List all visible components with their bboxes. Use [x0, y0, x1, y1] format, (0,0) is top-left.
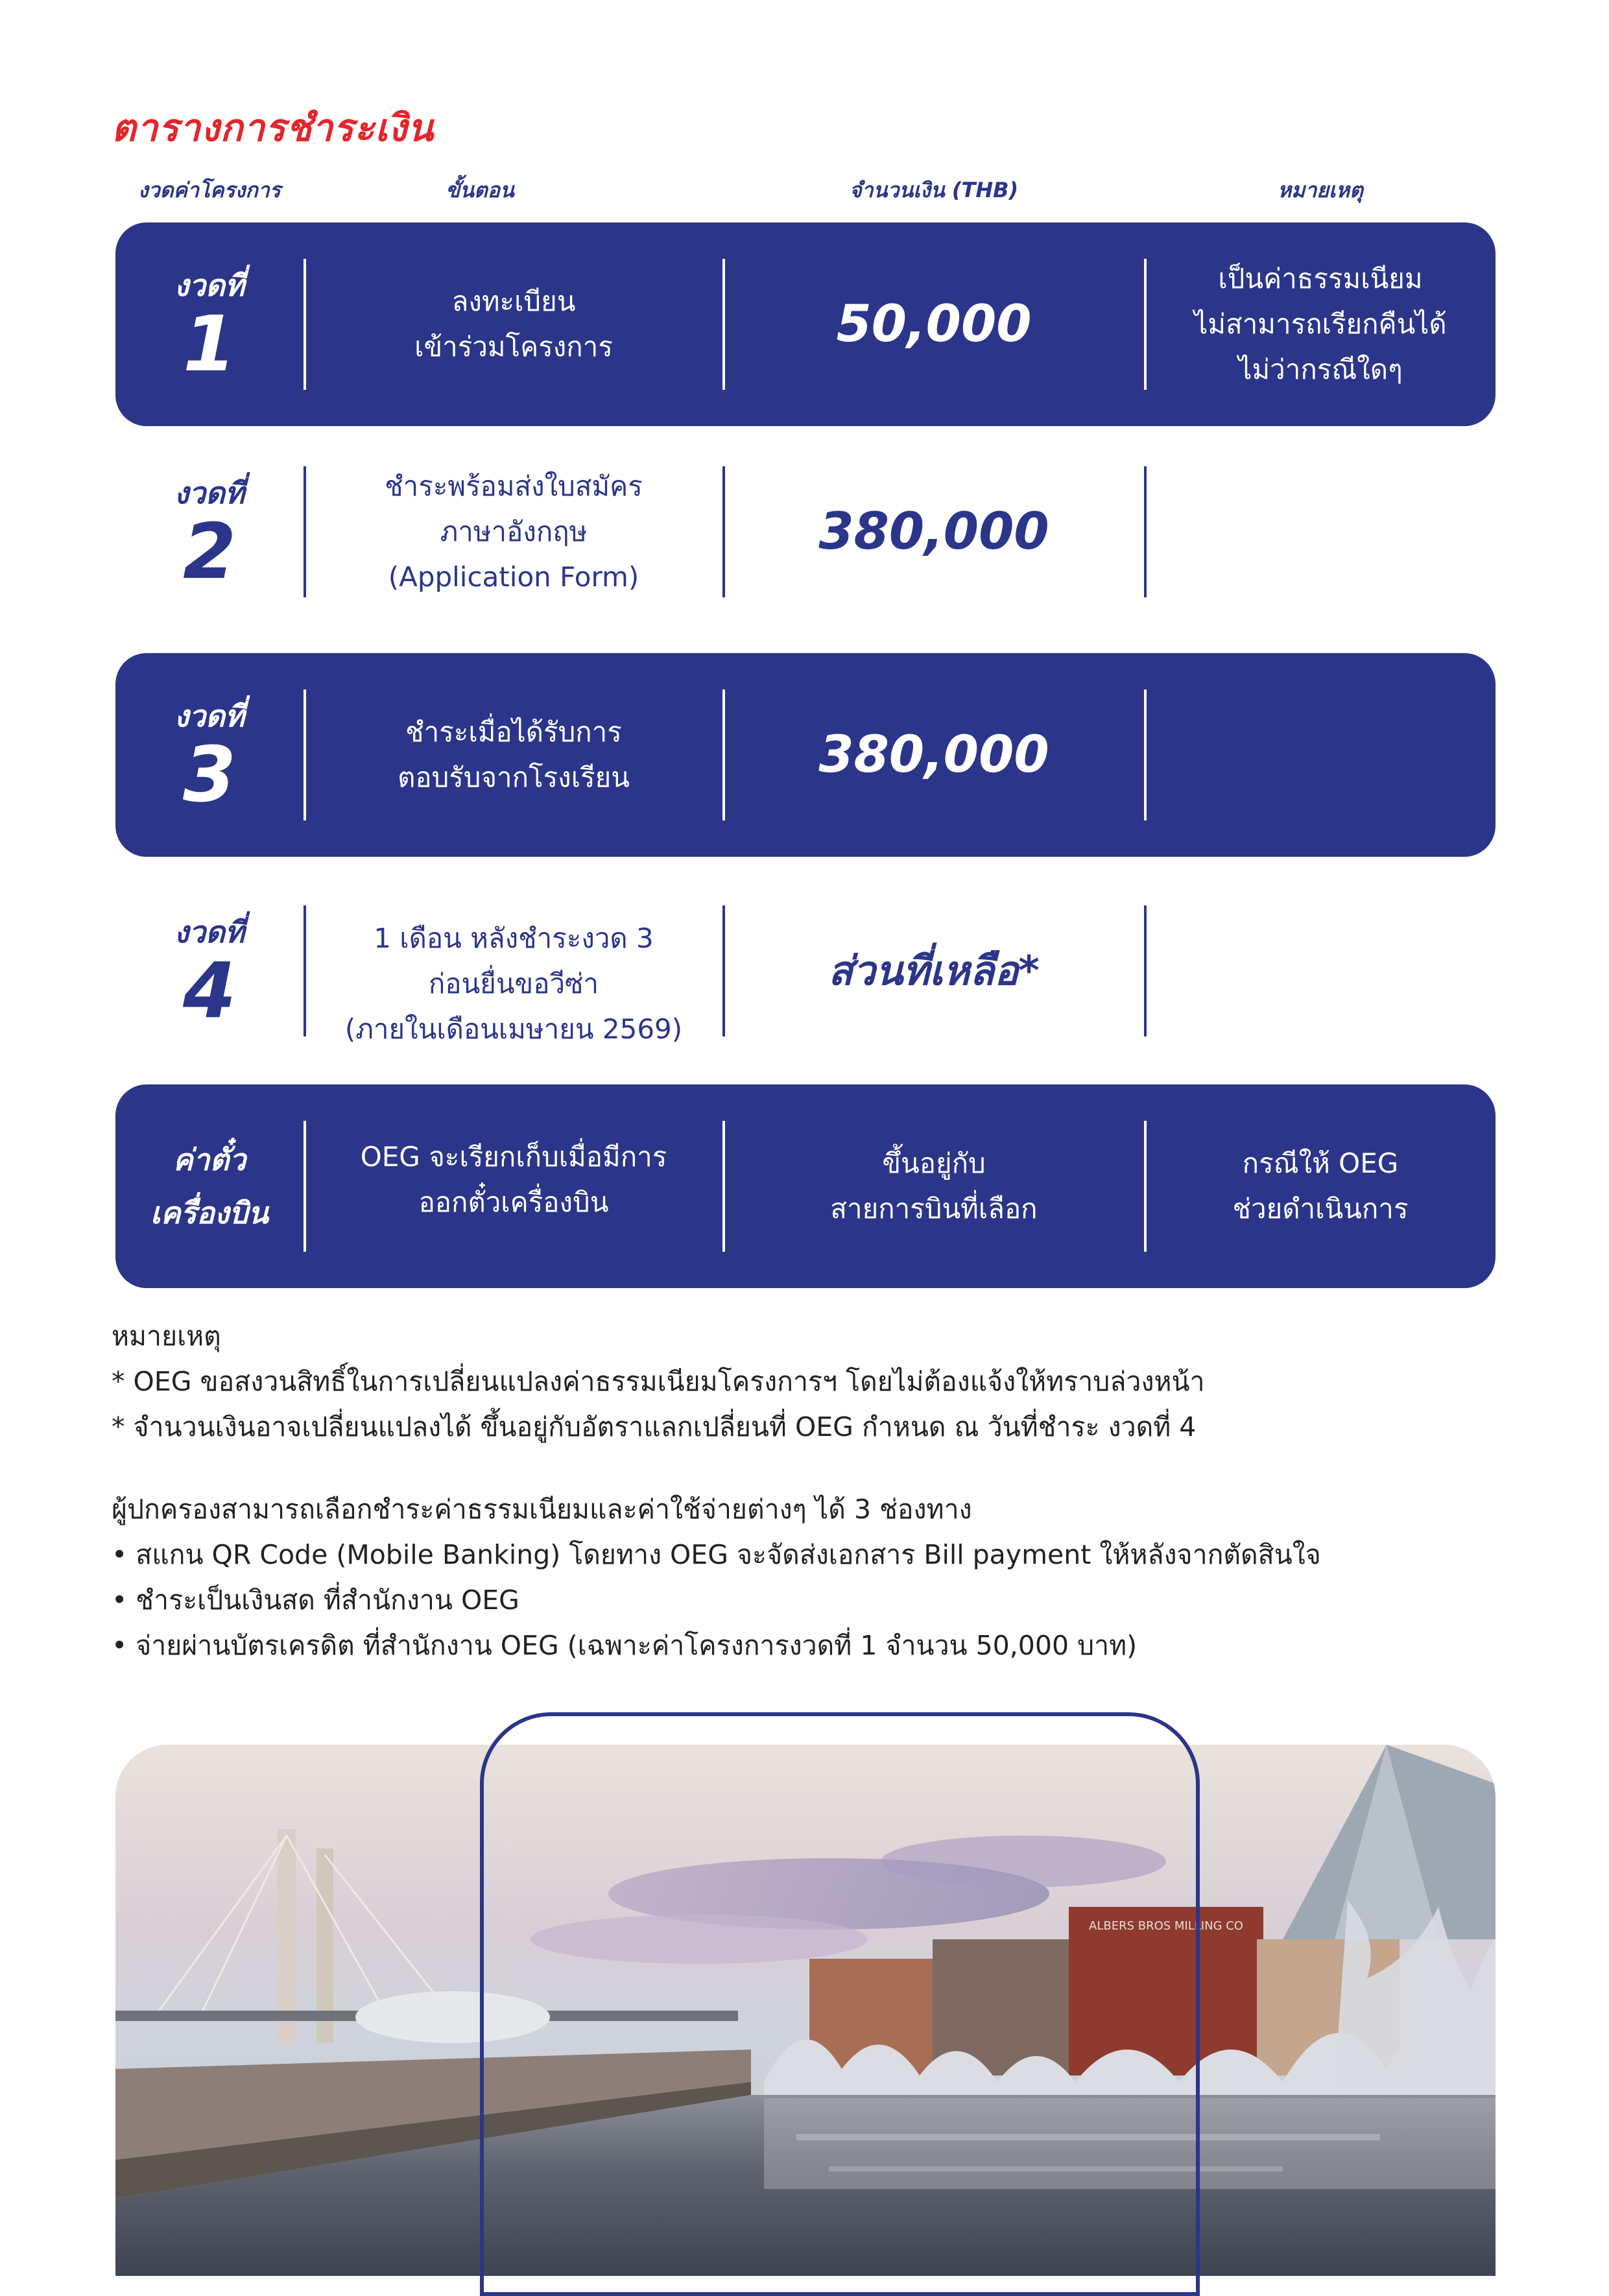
installment-row-3 [115, 653, 1496, 857]
note-line: ไม่สามารถเรียกคืนได้ [1194, 308, 1447, 340]
column-header-step: ขั้นตอน [446, 178, 514, 202]
column-header-amount: จำนวนเงิน (THB) [849, 178, 1019, 202]
airfare-label-line: ค่าตั๋ว [173, 1142, 246, 1177]
column-divider [1144, 905, 1147, 1036]
step-line: 1 เดือน หลังชำระงวด 3 [374, 922, 654, 954]
installment-row-2 [115, 430, 1496, 634]
remark-item: * OEG ขอสงวนสิทธิ์ในการเปลี่ยนแปลงค่าธรรมเนียมโครงการฯ โดยไม่ต้องแจ้งให้ทราบล่วงหน้า [112, 1366, 1205, 1397]
step-line: OEG จะเรียกเก็บเมื่อมีการ [360, 1141, 667, 1173]
airfare-label-line: เครื่องบิน [150, 1195, 268, 1230]
note-text [1145, 1084, 1496, 1288]
installment-label-text: งวดที่ [174, 268, 245, 303]
amount-value: 50,000 [836, 295, 1032, 353]
step-text [305, 869, 722, 1073]
installment-label [115, 869, 304, 1073]
installment-label-text: งวดที่ [174, 915, 245, 950]
installment-label [115, 430, 304, 634]
step-text [305, 653, 722, 857]
amount-text [724, 1084, 1144, 1288]
column-divider [1144, 689, 1147, 820]
step-line: เข้าร่วมโครงการ [414, 331, 613, 363]
payment-item: • จ่ายผ่านบัตรเครดิต ที่สำนักงาน OEG (เฉพาะค่าโครงการงวดที่ 1 จำนวน 50,000 บาท) [112, 1630, 1138, 1661]
building-sign-text: ALBERS BROS MILLING CO [1089, 1919, 1243, 1933]
payment-heading: ผู้ปกครองสามารถเลือกชำระค่าธรรมเนียมและค่าใช้จ่ายต่างๆ ได้ 3 ช่องทาง [112, 1494, 972, 1525]
amount-value: 380,000 [818, 726, 1049, 784]
step-text [305, 430, 722, 634]
step-line: ชำระเมื่อได้รับการ [405, 716, 622, 748]
installment-number: 1 [182, 299, 237, 389]
installment-label [115, 653, 304, 857]
installment-row-4 [115, 869, 1496, 1073]
installment-label-text: งวดที่ [174, 699, 245, 734]
step-line: ชำระพร้อมส่งใบสมัคร [385, 470, 643, 502]
amount-value: 380,000 [818, 503, 1049, 561]
step-line: (ภายในเดือนเมษายน 2569) [344, 1013, 683, 1045]
note-text [1145, 222, 1496, 426]
step-line: ตอบรับจากโรงเรียน [398, 761, 630, 793]
column-header-note: หมายเหตุ [1278, 178, 1363, 202]
note-line: กรณีให้ OEG [1242, 1147, 1399, 1179]
installment-number: 4 [182, 946, 237, 1035]
installment-row-1 [115, 222, 1496, 426]
photo-accent-frame [480, 1712, 1200, 2296]
note-line: เป็นค่าธรรมเนียม [1218, 263, 1423, 294]
airfare-row [115, 1084, 1496, 1288]
step-line: ลงทะเบียน [451, 285, 576, 317]
installment-number: 2 [182, 507, 237, 596]
amount-line: สายการบินที่เลือก [830, 1193, 1038, 1225]
payment-item: • สแกน QR Code (Mobile Banking) โดยทาง OEG จะจัดส่งเอกสาร Bill payment ให้หลังจากตัดสินใจ [112, 1539, 1321, 1570]
step-text [305, 1084, 722, 1288]
note-line: ช่วยดำเนินการ [1232, 1193, 1409, 1225]
remarks-heading: หมายเหตุ [112, 1321, 221, 1352]
step-line: ภาษาอังกฤษ [440, 516, 588, 547]
step-text [305, 222, 722, 426]
amount-line: ขึ้นอยู่กับ [882, 1147, 986, 1179]
note-line: ไม่ว่ากรณีใดๆ [1238, 353, 1403, 385]
amount-value: ส่วนที่เหลือ* [828, 947, 1040, 994]
page-title: ตารางการชำระเงิน [112, 106, 435, 150]
installment-number: 3 [182, 730, 237, 819]
installment-label [115, 222, 304, 426]
step-line: ก่อนยื่นขอวีซ่า [428, 968, 599, 999]
column-divider [1144, 466, 1147, 597]
step-line: (Application Form) [388, 561, 639, 593]
installment-label-text: งวดที่ [174, 475, 245, 510]
step-line: ออกตั๋วเครื่องบิน [418, 1186, 609, 1218]
payment-item: • ชำระเป็นเงินสด ที่สำนักงาน OEG [112, 1584, 519, 1616]
airfare-label [115, 1084, 304, 1288]
column-header-installment: งวดค่าโครงการ [138, 178, 281, 202]
remark-item: * จำนวนเงินอาจเปลี่ยนแปลงได้ ขึ้นอยู่กับอัตราแลกเปลี่ยนที่ OEG กำหนด ณ วันที่ชำระ งวดที่ 4 [112, 1411, 1197, 1442]
